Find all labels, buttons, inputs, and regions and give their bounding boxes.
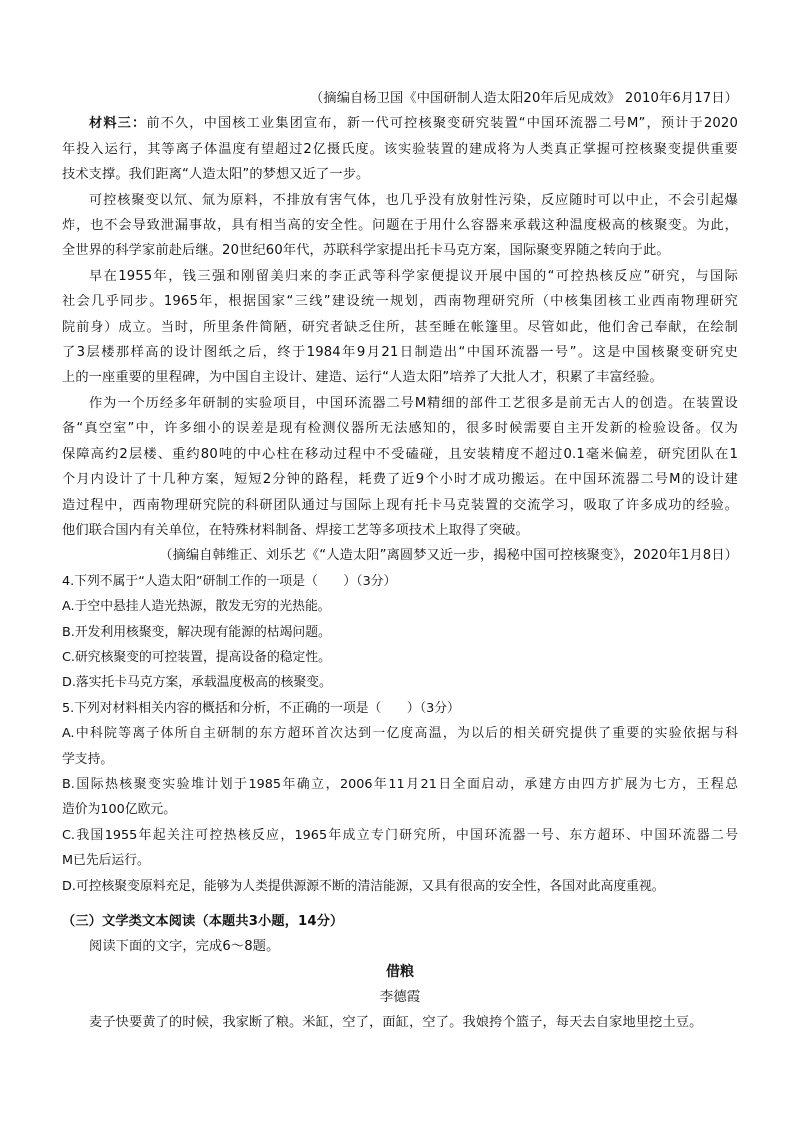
material3-para4-line1: 作为一个历经多年研制的实验项目，中国环流器二号M精细的部件工艺很多是前无古人的创造。在装置设 bbox=[89, 395, 738, 411]
question-5-stem: 5.下列对材料相关内容的概括和分析，不正确的一项是（ ）（3分） bbox=[62, 700, 460, 716]
question-4-option-d: D.落实托卡马克方案，承载温度极高的核聚变。 bbox=[62, 675, 332, 691]
source-citation-2: （摘编自韩维正、刘乐艺《“人造太阳”离圆梦又近一步，揭秘中国可控核聚变》，2020年1月8日） bbox=[159, 548, 738, 564]
source-citation-1: （摘编自杨卫国《中国研制人造太阳20年后见成效》 2010年6月17日） bbox=[310, 91, 738, 106]
material3-para2-line2: 炸，也不会导致泄漏事故，具有相当高的安全性。问题在于用什么容器来承载这种温度极高的核聚变。为此， bbox=[62, 218, 738, 234]
question-5-option-b-line2: 造价为100亿欧元。 bbox=[62, 802, 177, 818]
question-4-stem: 4.下列不属于“人造太阳”研制工作的一项是（ ）（3分） bbox=[62, 573, 397, 589]
section-3-heading: （三）文学类文本阅读（本题共3小题，14分） bbox=[62, 914, 344, 929]
material3-para1-line1: 材料三：前不久，中国核工业集团宣布，新一代可控核聚变研究装置“中国环流器二号M”，预计于2020 bbox=[89, 116, 738, 132]
material3-para3-line3: 院前身）成立。当时，所里条件简陋，研究者缺乏住所，甚至睡在帐篷里。尽管如此，他们舍己奉献，在绘制 bbox=[62, 319, 738, 335]
story-title: 借粮 bbox=[386, 963, 414, 980]
material3-para2-line1: 可控核聚变以氘、氚为原料，不排放有害气体，也几乎没有放射性污染，反应随时可以中止，不会引起爆 bbox=[89, 192, 738, 208]
question-5-option-b-line1: B.国际热核聚变实验堆计划于1985年确立，2006年11月21日全面启动，承建方由四方扩展为七方，王程总 bbox=[62, 776, 738, 792]
material3-para4-line2: 备“真空室”中，许多细小的误差是现有检测仪器所无法感知的，很多时候需要自主开发新的检验设备。仅为 bbox=[62, 421, 738, 437]
material3-para2-line3: 全世界的科学家前赴后继。20世纪60年代，苏联科学家提出托卡马克方案，国际聚变界随之转向于此。 bbox=[62, 243, 670, 259]
question-5-option-d: D.可控核聚变原料充足，能够为人类提供源源不断的清洁能源，又具有很高的安全性，各国对此高度重视。 bbox=[62, 878, 665, 894]
material3-label: 材料三： bbox=[89, 116, 147, 132]
material3-para3-line5: 上的一座重要的里程碑，为中国自主设计、建造、运行“人造太阳”培养了大批人才，积累了丰富经验。 bbox=[62, 370, 663, 386]
question-5-option-a-line1: A.中科院等离子体所自主研制的东方超环首次达到一亿度高温，为以后的相关研究提供了重要的实验依据与科 bbox=[62, 726, 738, 742]
question-5-option-a-line2: 学支持。 bbox=[62, 751, 114, 767]
story-first-line: 麦子快要黄了的时候，我家断了粮。米缸，空了，面缸，空了。我娘挎个篮子，每天去自家地里挖土豆。 bbox=[89, 1014, 703, 1030]
material3-para3-line2: 社会几乎同步。1965年，根据国家“三线”建设统一规划，西南物理研究所（中核集团核工业西南物理研究 bbox=[62, 294, 738, 310]
question-5-option-c-line2: M已先后运行。 bbox=[62, 853, 150, 869]
material3-para1-line3: 技术支撑。我们距离“人造太阳”的梦想又近了一步。 bbox=[62, 167, 370, 183]
question-4-option-c: C.研究核聚变的可控装置，提高设备的稳定性。 bbox=[62, 649, 331, 665]
material3-para4-line6: 他们联合国内有关单位，在特殊材料制备、焊接工艺等多项技术上取得了突破。 bbox=[62, 522, 529, 538]
material3-para4-line4: 个月内设计了十几种方案，短短2分钟的路程，耗费了近9个小时才成功搬运。在中国环流器二号M的设计建 bbox=[62, 472, 738, 488]
material3-para1-line2: 年投入运行，其等离子体温度有望超过2亿摄氏度。该实验装置的建成将为人类真正掌握可控核聚变提供重要 bbox=[62, 141, 738, 157]
question-4-option-a: A.于空中悬挂人造光热源，散发无穷的光热能。 bbox=[62, 599, 331, 615]
material3-para4-line5: 造过程中，西南物理研究院的科研团队通过与国际上现有托卡马克装置的交流学习，吸取了许多成功的经验。 bbox=[62, 497, 738, 513]
document-page bbox=[62, 86, 738, 1035]
question-5-option-c-line1: C.我国1955年起关注可控热核反应，1965年成立专门研究所，中国环流器一号、东方超环、中国环流器二号 bbox=[62, 827, 738, 843]
question-4-option-b: B.开发利用核聚变，解决现有能源的枯竭问题。 bbox=[62, 624, 331, 640]
material3-para4-line3: 保障高约2层楼、重约80吨的中心柱在移动过程中不受磕碰，且安装精度不超过0.1毫米偏差，研究团队在1 bbox=[62, 446, 738, 462]
material3-para3-line1: 早在1955年，钱三强和刚留美归来的李正武等科学家便提议开展中国的“可控热核反应”研究，与国际 bbox=[89, 268, 738, 284]
material3-para3-line4: 了3层楼那样高的设计图纸之后，终于1984年9月21日制造出“中国环流器一号”。这是中国核聚变研究史 bbox=[62, 345, 738, 361]
section-3-instruction: 阅读下面的文字，完成6～8题。 bbox=[89, 939, 280, 955]
story-author: 李德霞 bbox=[379, 988, 421, 1005]
